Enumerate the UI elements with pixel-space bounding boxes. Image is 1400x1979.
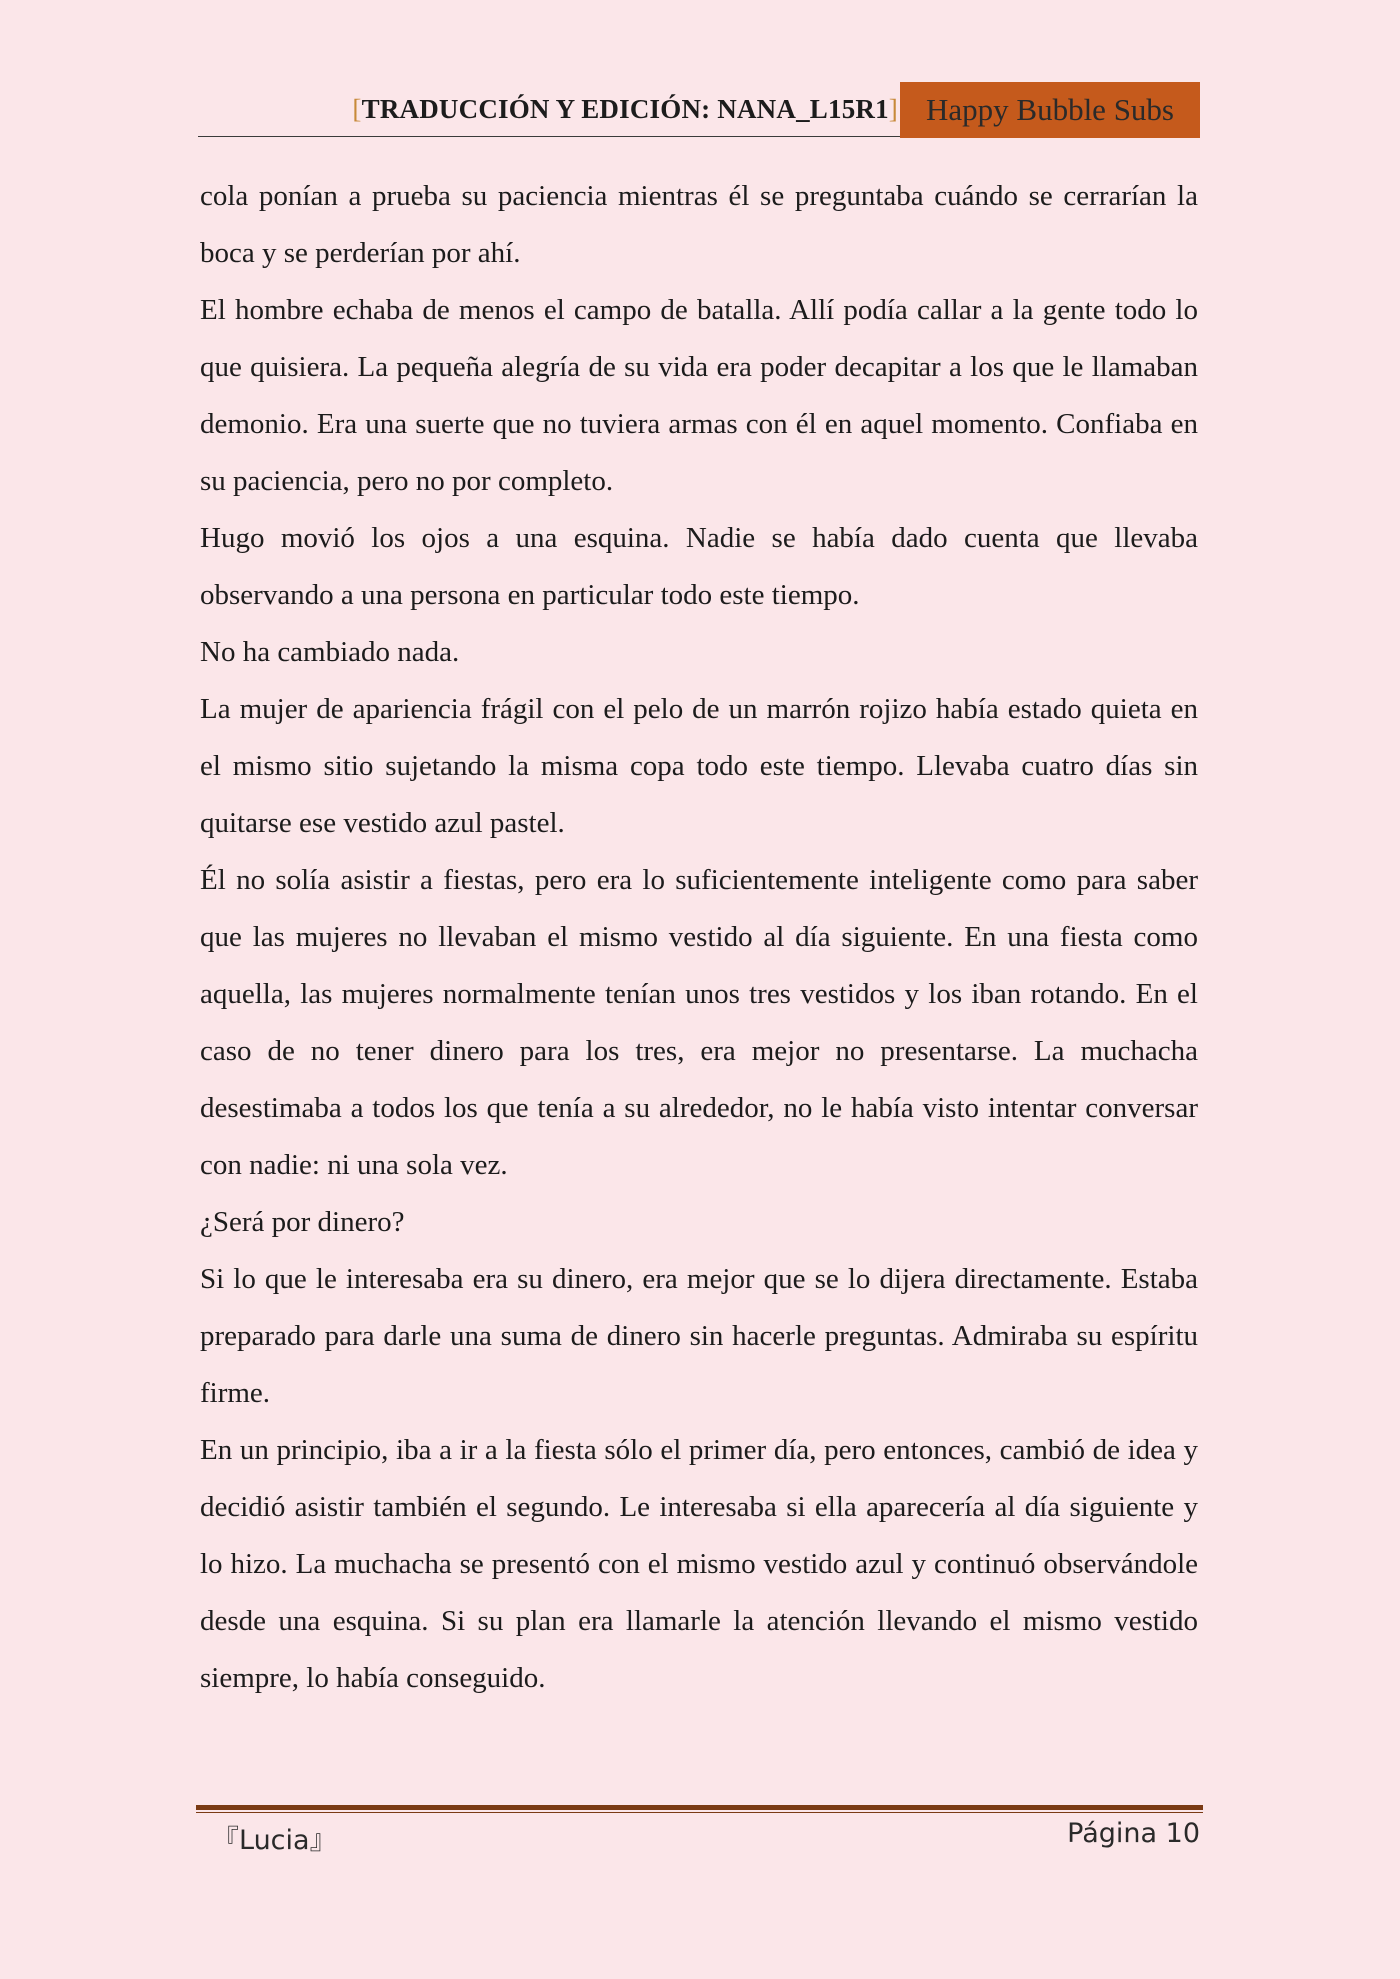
paragraph: No ha cambiado nada. <box>200 636 460 668</box>
credit-bracket-close: ] <box>888 94 898 124</box>
paragraph: Hugo movió los ojos a una esquina. Nadie se había dado cuenta que llevaba observando a una persona en particular todo este tiempo. <box>200 522 1198 611</box>
paragraph: La mujer de apariencia frágil con el pelo de un marrón rojizo había estado quieta en el mismo sitio sujetando la misma copa todo este tiempo. Llevaba cuatro días sin quitarse ese vestido azul pastel. <box>200 693 1198 839</box>
footer-book-title: 『Lucia』 <box>212 1825 337 1856</box>
paragraph: El hombre echaba de menos el campo de batalla. Allí podía callar a la gente todo lo que quisiera. La pequeña alegría de su vida era poder decapitar a los que le llamaban demonio. Era una suerte que no tuviera armas con él en aquel momento. Confiaba en su paciencia, pero no por completo. <box>200 294 1198 497</box>
paragraph: En un principio, iba a ir a la fiesta sólo el primer día, pero entonces, cambió de idea y decidió asistir también el segundo. Le interesaba si ella aparecería al día siguiente y lo hizo. La muchacha se presentó con el mismo vestido azul y continuó observándole desde una esquina. Si su plan era llamarle la atención llevando el mismo vestido siempre, lo había conseguido. <box>200 1434 1198 1694</box>
group-badge: Happy Bubble Subs <box>900 82 1200 138</box>
header-rule <box>198 136 900 137</box>
paragraph: cola ponían a prueba su paciencia mientras él se preguntaba cuándo se cerrarían la boca y se perderían por ahí. <box>200 180 1198 269</box>
translation-credit <box>352 94 898 125</box>
paragraph: ¿Será por dinero? <box>200 1206 405 1238</box>
credit-text: TRADUCCIÓN Y EDICIÓN: NANA_L15R1 <box>361 94 889 124</box>
footer-rule-thick <box>196 1805 1203 1810</box>
credit-bracket-open: [ <box>352 94 362 124</box>
body-text <box>200 168 1198 1707</box>
paragraph: Si lo que le interesaba era su dinero, era mejor que se lo dijera directamente. Estaba preparado para darle una suma de dinero sin hacerle preguntas. Admiraba su espíritu firme. <box>200 1263 1198 1409</box>
footer-page-number: Página 10 <box>1067 1818 1200 1849</box>
paragraph: Él no solía asistir a fiestas, pero era lo suficientemente inteligente como para saber que las mujeres no llevaban el mismo vestido al día siguiente. En una fiesta como aquella, las mujeres normalmente tenían unos tres vestidos y los iban rotando. En el caso de no tener dinero para los tres, era mejor no presentarse. La muchacha desestimaba a todos los que tenía a su alrededor, no le había visto intentar conversar con nadie: ni una sola vez. <box>200 864 1198 1181</box>
page-header <box>198 82 1200 138</box>
footer-rule-thin <box>196 1812 1203 1813</box>
